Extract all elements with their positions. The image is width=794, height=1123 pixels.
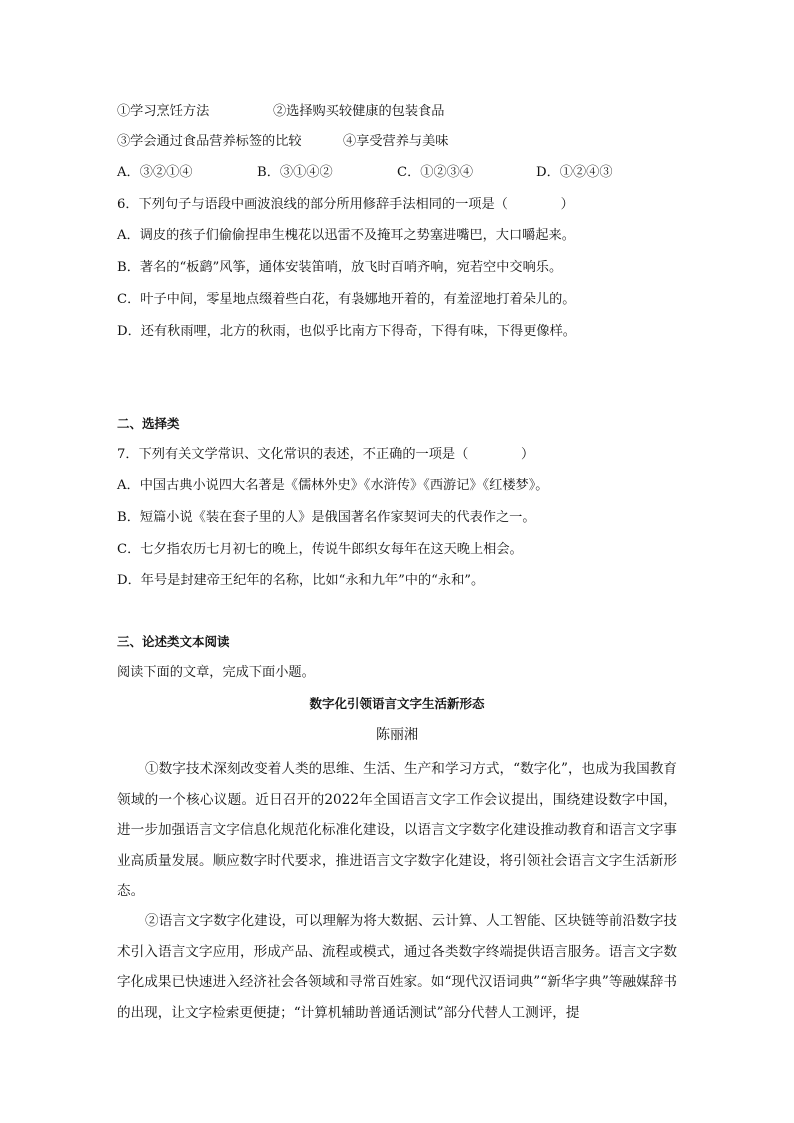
q5-choice-d: D．①②④③ <box>536 165 613 180</box>
q7-option-d: D．年号是封建帝王纪年的名称，比如“永和九年”中的“永和”。 <box>117 573 485 588</box>
section2-heading: 二、选择类 <box>117 416 180 431</box>
q6-option-a: A．调皮的孩子们偷偷捏串生槐花以迅雷不及掩耳之势塞进嘴巴，大口嚼起来。 <box>117 228 575 243</box>
q7-option-a: A．中国古典小说四大名著是《儒林外史》《水浒传》《西游记》《红楼梦》。 <box>117 478 549 493</box>
q5-choice-c: C．①②③④ <box>397 165 474 180</box>
q6-stem: 6．下列句子与语段中画波浪线的部分所用修辞手法相同的一项是（ ） <box>117 197 574 212</box>
q5-option-4: ④享受营养与美味 <box>343 134 449 149</box>
q5-option-row-2 <box>117 132 449 152</box>
q5-option-3: ③学会通过食品营养标签的比较 <box>117 134 302 149</box>
q6-option-b: B．著名的“板鹞”风筝，通体安装笛哨，放飞时百哨齐响，宛若空中交响乐。 <box>117 260 563 275</box>
article-title: 数字化引领语言文字生活新形态 <box>309 696 485 711</box>
q6-option-d: D．还有秋雨哩，北方的秋雨，也似乎比南方下得奇，下得有味，下得更像样。 <box>117 324 576 339</box>
paragraph-1-text: ①数字技术深刻改变着人类的思维、生活、生产和学习方式，“数字化”，也成为我国教育领域的一个核心议题。近日召开的2022年全国语言文字工作会议提出，围绕建设数字中国，进一步加强语言文字信息化规范化标准化建设，以语言文字数字化建设推动教育和语言文字事业高质量发展。顺应数字时代要求，推进语言文字数字化建设，将引领社会语言文字生活新形态。 <box>117 761 677 899</box>
article-paragraph-2 <box>117 906 677 1028</box>
q7-option-b: B．短篇小说《装在套子里的人》是俄国著名作家契诃夫的代表作之一。 <box>117 510 536 525</box>
article-author: 陈丽湘 <box>376 727 418 743</box>
q7-stem: 7．下列有关文学常识、文化常识的表述，不正确的一项是（ ） <box>117 447 535 462</box>
article-paragraph-1 <box>117 754 677 907</box>
q5-choice-a: A．③②①④ <box>117 165 193 180</box>
q5-choice-b: B．③①④② <box>257 165 333 180</box>
q5-option-row-1 <box>117 102 445 122</box>
q5-option-1: ①学习烹饪方法 <box>117 104 210 119</box>
section3-heading: 三、论述类文本阅读 <box>117 634 230 649</box>
reading-instruction: 阅读下面的文章，完成下面小题。 <box>117 665 315 680</box>
paragraph-2-text: ②语言文字数字化建设，可以理解为将大数据、云计算、人工智能、区块链等前沿数字技术引入语言文字应用，形成产品、流程或模式，通过各类数字终端提供语言服务。语言文字数字化成果已快速进入经济社会各领域和寻常百姓家。如“现代汉语词典”“新华字典”等融媒辞书的出现，让文字检索更便捷；“计算机辅助普通话测试”部分代替人工测评，提 <box>117 913 677 1021</box>
q6-option-c: C．叶子中间，零星地点缀着些白花，有袅娜地开着的，有羞涩地打着朵儿的。 <box>117 292 576 307</box>
q5-choices <box>117 163 637 183</box>
q7-option-c: C．七夕指农历七月初七的晚上，传说牛郎织女每年在这天晚上相会。 <box>117 542 523 557</box>
q5-option-2: ②选择购买较健康的包装食品 <box>273 104 445 119</box>
